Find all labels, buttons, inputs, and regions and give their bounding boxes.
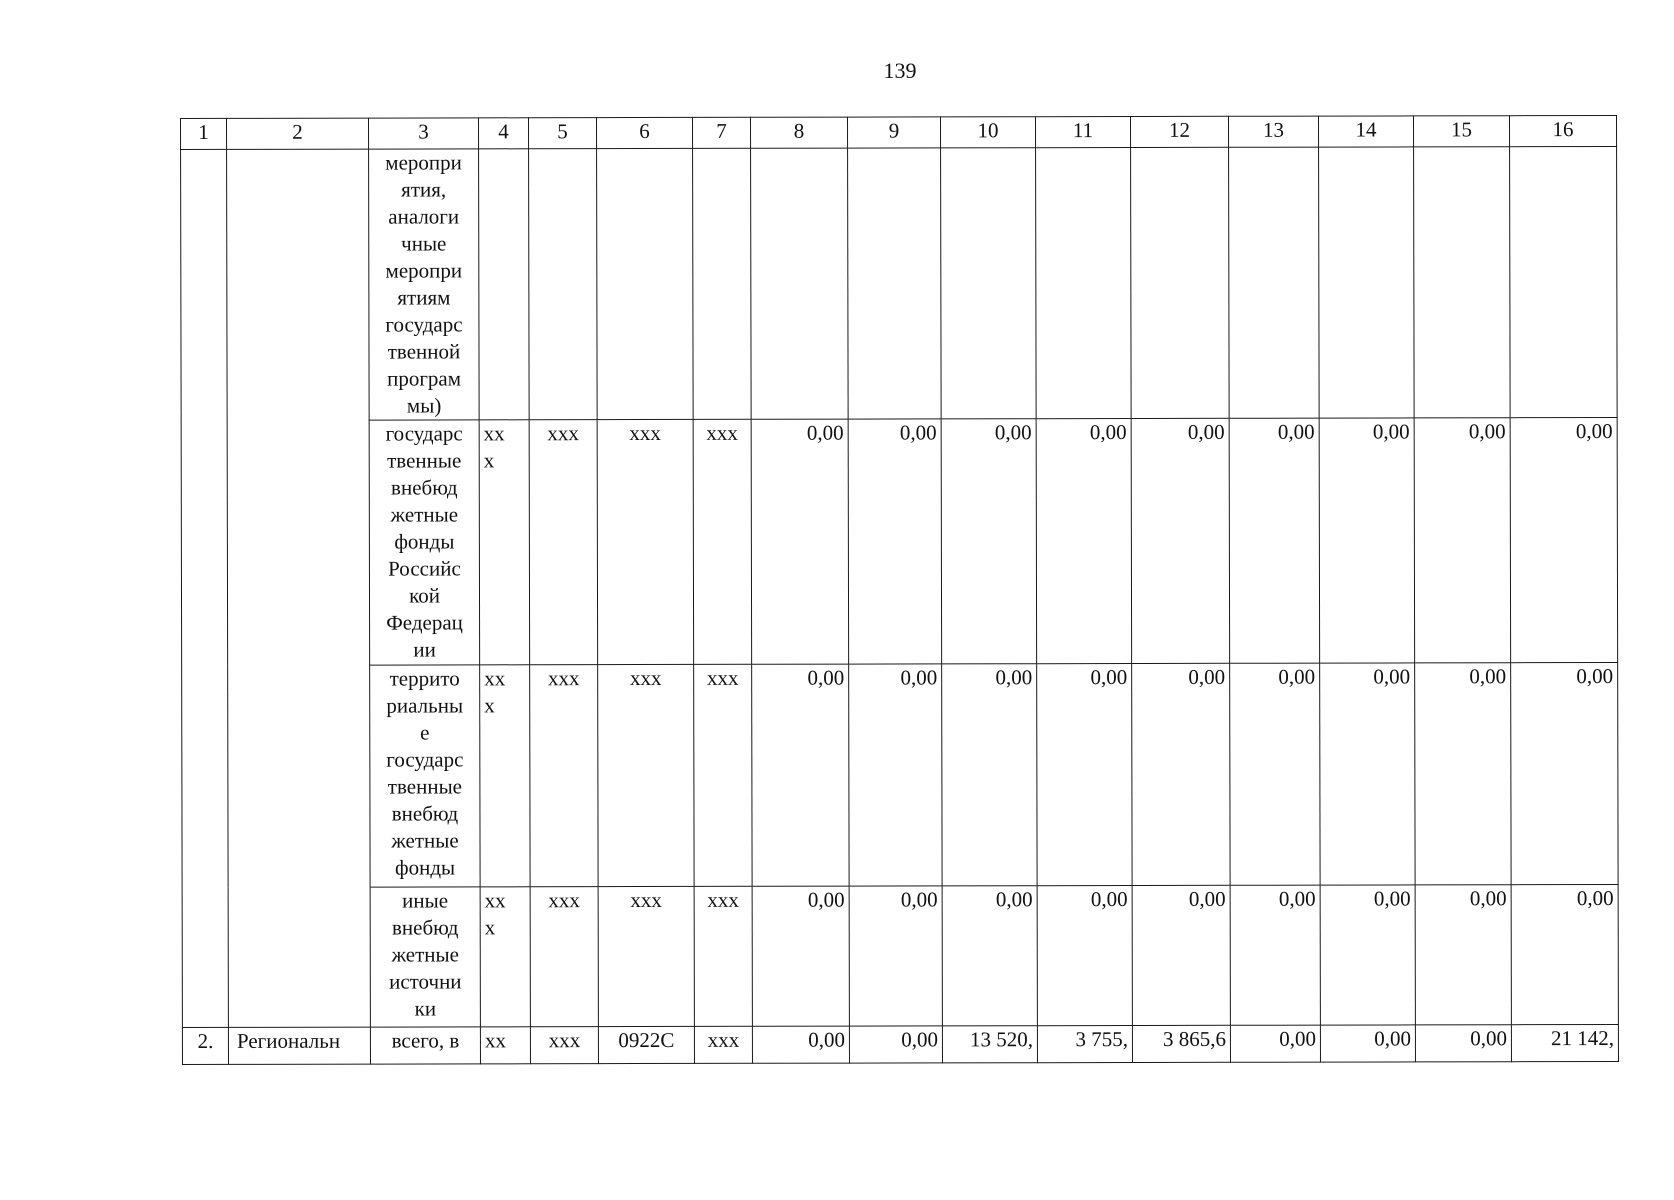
code-line: хх [484,666,506,691]
value-cell: 0,00 [849,886,942,1026]
code-cell: ххх [597,419,694,664]
value-cell: 0,00 [1415,1025,1511,1062]
value-cell: 0,00 [752,1026,849,1063]
value-cell: 13 520, [942,1026,1037,1063]
code-cell: ххх [694,1026,752,1063]
source-line: ии [413,637,436,662]
code-cell: ххх [598,664,694,886]
source-cell [370,665,480,887]
value-cell: 0,00 [1511,884,1618,1024]
value-cell: 0,00 [941,419,1037,664]
code-cell [479,420,530,665]
header-cell: 14 [1318,116,1413,147]
source-cell [370,887,480,1027]
budget-table [180,115,1619,1065]
value-cell: 0,00 [1131,418,1230,663]
table-row [182,1024,1618,1064]
code-cell: ххх [694,664,752,886]
value-cell: 0,00 [1132,663,1230,885]
source-line: фонды [394,529,455,554]
header-cell: 3 [369,118,479,149]
table-cell [479,149,530,420]
header-cell: 5 [529,118,597,149]
row-name-cell: Региональн [228,1027,370,1064]
value-cell: 0,00 [942,664,1037,886]
code-line: хх [483,421,505,446]
table-cell [1319,147,1415,418]
table-row [182,884,1618,1027]
value-cell: 0,00 [1510,417,1618,662]
row-number-cell [181,149,229,1027]
table-cell [848,148,942,419]
value-cell: 0,00 [1320,1025,1415,1062]
value-cell: 0,00 [849,1026,942,1063]
source-line: Российс [388,556,461,581]
source-line: фонды [394,855,456,880]
value-cell: 0,00 [1319,418,1415,663]
value-cell: 21 142, [1511,1024,1618,1061]
code-cell [480,665,530,887]
value-cell: 0,00 [1132,885,1230,1025]
table-row [181,146,1618,420]
code-cell: ххх [530,665,598,887]
table-cell [751,148,849,419]
header-cell: 6 [597,117,693,148]
source-line: внебюд [391,915,459,940]
source-cell: всего, в [370,1027,480,1064]
value-cell: 0,00 [942,886,1037,1026]
value-cell: 0,00 [752,886,849,1026]
value-cell: 3 865,6 [1132,1025,1230,1062]
header-cell: 16 [1509,115,1616,146]
table-cell [1510,146,1618,417]
value-cell: 0,00 [1230,663,1320,885]
code-line: хх [484,888,506,913]
table-cell [1036,148,1132,419]
source-line: твенные [387,448,462,473]
source-line: ятиям [397,285,451,310]
source-line: государс [385,312,463,337]
value-cell: 0,00 [1320,885,1415,1025]
source-cell [369,420,480,665]
source-line: Федерац [386,610,463,635]
page-number: 139 [883,58,917,83]
value-cell: 0,00 [1036,419,1132,664]
table-cell [1131,147,1230,418]
code-cell: ххх [694,886,752,1026]
source-line: террито [389,666,460,691]
value-cell: 0,00 [1415,663,1511,885]
source-line: чные [401,231,447,256]
header-cell: 2 [227,118,369,149]
code-line: х [483,448,495,473]
header-cell: 13 [1228,116,1318,147]
value-cell: 3 755, [1037,1026,1132,1063]
value-cell: 0,00 [848,419,942,664]
row-number-cell: 2. [182,1027,228,1064]
header-cell: 15 [1413,116,1509,147]
code-cell: ххх [529,420,598,665]
table-cell [941,148,1037,419]
code-cell [480,887,530,1027]
source-line: твенной [387,339,461,364]
header-cell: 11 [1035,117,1130,148]
source-line: мы) [406,393,442,418]
source-line: ятия, [401,177,447,202]
value-cell: 0,00 [1320,663,1415,885]
header-cell: 9 [847,117,940,148]
value-cell: 0,00 [1037,886,1132,1026]
source-line: програм [387,366,462,391]
header-row [181,115,1617,149]
code-cell: ххх [530,1027,598,1064]
value-cell: 0,00 [752,664,849,886]
code-line: х [484,693,495,718]
value-cell: 0,00 [1229,418,1320,663]
header-cell: 8 [750,117,847,148]
table-cell [1414,147,1511,418]
value-cell: 0,00 [1414,418,1511,663]
source-cell [369,149,480,420]
code-cell: 0922С [598,1026,694,1063]
value-cell: 0,00 [849,664,942,886]
source-line: меропри [385,258,463,283]
table-cell [529,149,598,420]
value-cell: 0,00 [751,419,849,664]
value-cell: 0,00 [1230,885,1320,1025]
source-line: ки [414,996,437,1021]
code-cell: хх [480,1027,530,1064]
code-cell: ххх [530,887,598,1027]
code-cell: ххх [598,886,694,1026]
row-name-cell [227,149,371,1027]
source-line: аналоги [388,204,460,229]
source-line: государс [385,421,463,446]
source-line: внебюд [391,475,458,500]
value-cell: 0,00 [1230,1025,1320,1062]
code-line: х [484,915,496,940]
source-line: риальны [386,693,464,718]
source-line: иные [402,888,449,913]
table-cell [1229,147,1320,418]
source-line: государс [386,747,464,772]
source-line: кой [409,583,440,608]
value-cell: 0,00 [1511,662,1618,884]
header-cell: 12 [1130,116,1228,147]
source-line: жетные [391,828,459,853]
table-row [182,662,1618,887]
source-line: меропри [385,150,462,175]
header-cell: 1 [181,118,227,149]
source-line: е [420,720,430,745]
header-cell: 4 [479,118,529,149]
code-cell: ххх [693,419,752,664]
header-cell: 10 [940,117,1035,148]
source-line: жетные [390,502,459,527]
table-cell [597,148,694,419]
source-line: твенные [387,774,463,799]
header-cell: 7 [692,117,750,148]
value-cell: 0,00 [1037,664,1132,886]
source-line: жетные [391,942,459,967]
value-cell: 0,00 [1415,885,1511,1025]
table-cell [693,148,752,419]
source-line: внебюд [391,801,459,826]
source-line: источни [389,969,462,994]
table-row [181,417,1618,665]
